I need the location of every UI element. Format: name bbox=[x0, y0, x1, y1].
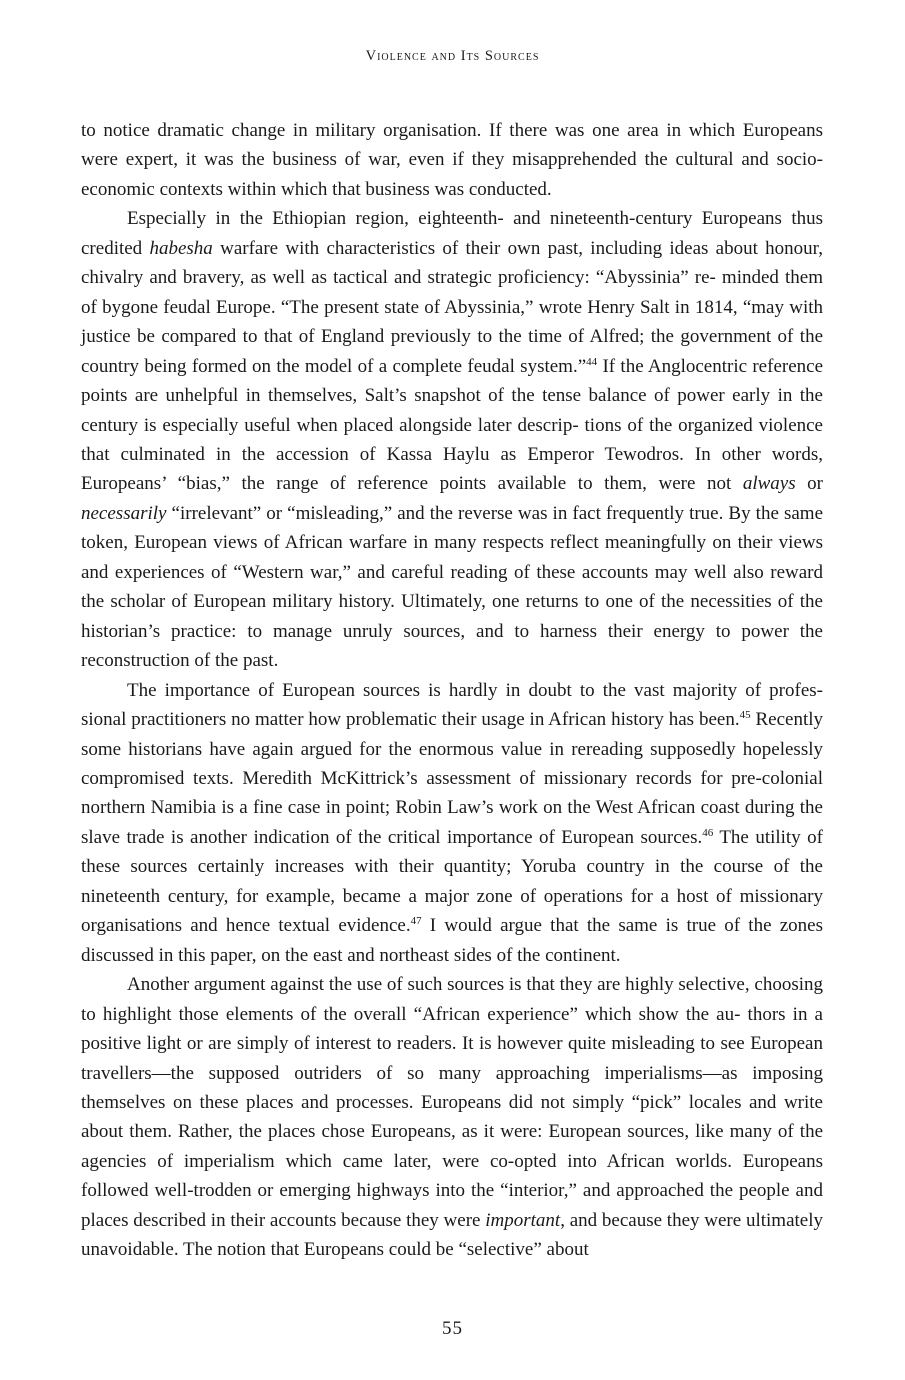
page-number: 55 bbox=[442, 1318, 463, 1339]
text-run: or bbox=[795, 473, 823, 495]
paragraph bbox=[81, 970, 823, 1265]
text-run: , and because they were ultimately unavoidable. The notion that Europeans could be “selective” about bbox=[81, 1209, 823, 1261]
text-run: I would argue that the same is true of the zones discussed in this paper, on the east and northeast sides of the continent. bbox=[81, 915, 823, 966]
body-text bbox=[81, 116, 823, 1265]
footnote-marker: 44 bbox=[586, 355, 598, 368]
footnote-marker: 45 bbox=[739, 709, 751, 722]
text-run: The importance of European sources is hardly in doubt to the vast majority of profes- sional practitioners no matter how problematic their usage in African history has been. bbox=[81, 679, 823, 731]
text-run: “irrelevant” or “misleading,” and the reverse was in fact frequently true. By the same token, European views of African warfare in many respects reflect meaningfully on their views and experiences of “Western war,” and careful reading of these accounts may well also reward the scholar of European military history. Ultimately, one returns to one of the necessities of the historian’s practice: to manage unruly sources, and to harness their energy to power the reconstruction of the past. bbox=[81, 502, 823, 672]
text-run: If the Anglocentric reference points are unhelpful in themselves, Salt’s snapshot of the tense balance of power early in the century is especially useful when placed alongside later descrip- tions of the organized violence that culminated in the accession of Kassa Haylu as Emperor Tewodros. In other words, Europeans’ “bias,” the range of reference points available to them, were not bbox=[81, 355, 824, 495]
text-run: Recently some historians have again argued for the enormous value in rereading supposedly hopelessly compromised texts. Meredith McKittrick’s assessment of missionary records for pre-colonial northern Namibia is a fine case in point; Robin Law’s work on the West African coast during the slave trade is another indication of the critical importance of European sources. bbox=[81, 709, 823, 848]
paragraph bbox=[81, 116, 823, 204]
running-head: Violence and Its Sources bbox=[365, 48, 540, 64]
italic-term: always bbox=[742, 473, 796, 495]
italic-term: necessarily bbox=[81, 502, 167, 524]
paragraph bbox=[81, 204, 823, 675]
text-run: The utility of these sources certainly increases with their quantity; Yoruba country in the course of the nineteenth century, for example, became a major zone of operations for a host of missionary organisations and hence textual evidence. bbox=[81, 826, 823, 937]
italic-term: habesha bbox=[149, 237, 213, 259]
footnote-marker: 46 bbox=[702, 826, 714, 839]
italic-term: important bbox=[485, 1209, 561, 1231]
text-run: Especially in the Ethiopian region, eighteenth- and nineteenth-century Europeans thus credited bbox=[81, 208, 823, 259]
paragraph bbox=[81, 676, 823, 971]
footnote-marker: 47 bbox=[410, 915, 422, 928]
text-run: to notice dramatic change in military organisation. If there was one area in which Europeans were expert, it was the business of war, even if they misapprehended the cultural and socio- economic contexts within which that business was conducted. bbox=[81, 120, 823, 200]
text-run: warfare with characteristics of their own past, including ideas about honour, chivalry and bravery, as well as tactical and strategic proficiency: “Abyssinia” re- minded them of bygone feudal Europe. “The present state of Abyssinia,” wrote Henry Salt in 1814, “may with justice be compared to that of England previously to the time of Alfred; the government of the country being formed on the model of a complete feudal system.” bbox=[81, 237, 824, 377]
text-run: Another argument against the use of such sources is that they are highly selective, choosing to highlight those elements of the overall “African experience” which show the au- thors in a positive light or are simply of interest to readers. It is however quite misleading to see European travellers—the supposed outriders of so many approaching imperialisms—as imposing themselves on these places and processes. Europeans did not simply “pick” locales and write about them. Rather, the places chose Europeans, as it were: European sources, like many of the agencies of imperialism which came later, were co-opted into African worlds. Europeans followed well-trodden or emerging highways into the “interior,” and approached the people and places described in their accounts because they were bbox=[81, 974, 823, 1231]
